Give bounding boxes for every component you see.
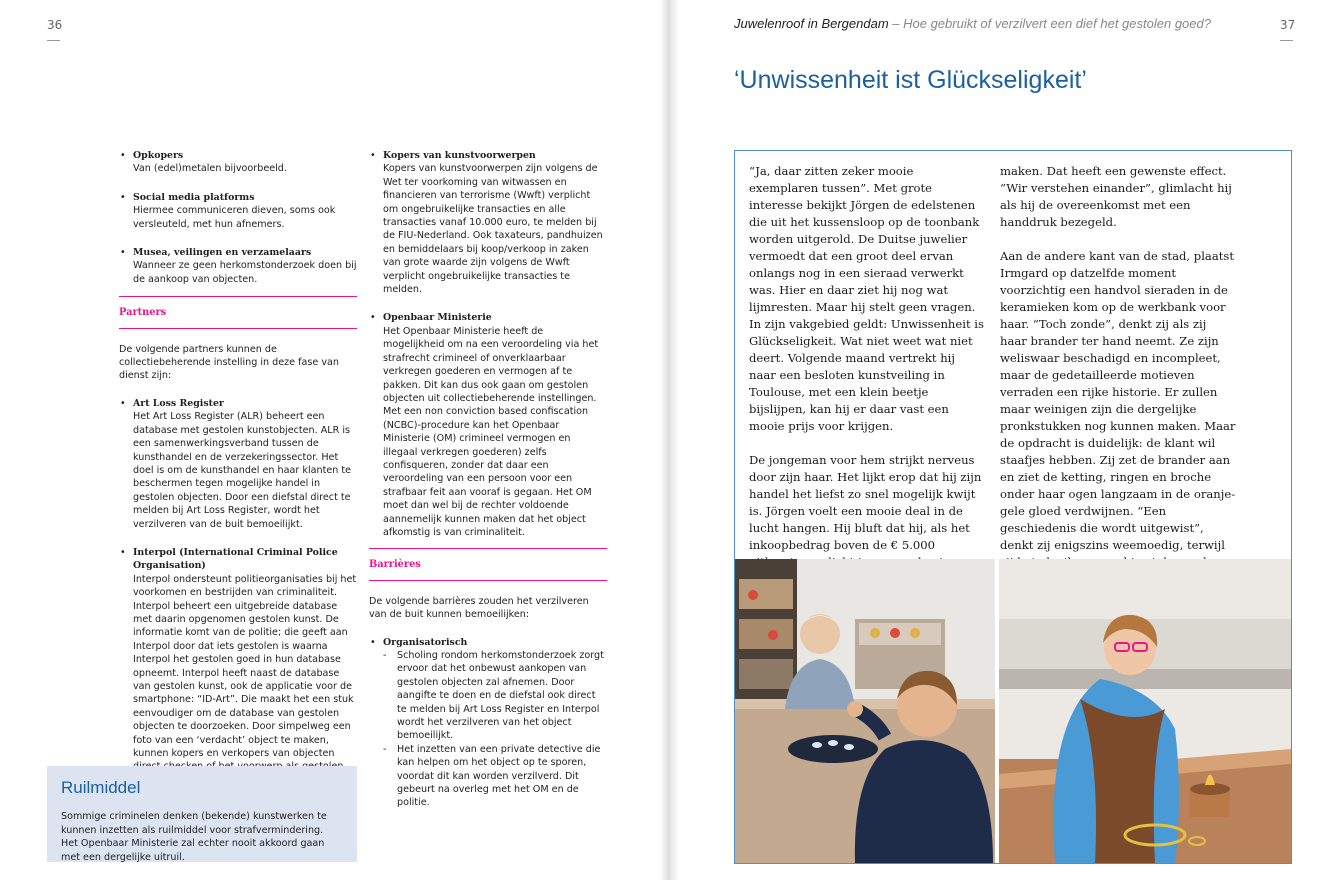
list-item: [119, 149, 357, 176]
list-item: [119, 397, 357, 531]
item-text: Het Openbaar Ministerie heeft de mogelijkheid om na een veroordeling via het strafrecht crimineel of onverklaarbaar verkregen goederen en vermogen af te pakken. Dit kan dus ook gaan om gestolen objecten uit collectiebeherende instellingen.: [383, 325, 599, 404]
item-title: • Opkopers: [133, 150, 184, 161]
illustration-workshop-panel: [999, 559, 1291, 863]
item-text: Wanneer ze geen herkomstonderzoek doen bij de aankoop van objecten.: [133, 260, 357, 285]
list-item: [119, 546, 357, 787]
list-item: [369, 149, 607, 296]
item-title: • Musea, veilingen en verzamelaars: [133, 247, 312, 259]
story-paragraph: Aan de andere kant van de stad, plaatst Irmgard op datzelfde moment voorzichtig een handvol sieraden in de keramieken kom op de werkbank voor haar. “Toch zonde”, denkt zij als zij haar brander ter hand neemt. Ze zijn weliswaar beschadigd en incompleet, maar de gedetailleerde motieven verraden een rijke historie. Er zullen maar weinigen zijn die dergelijke pronkstukken nog kunnen maken. Maar de opdracht is duidelijk: de klant wil staafjes hebben. Zij zet de brander aan en ziet de ketting, ringen en broche onder haar ogen langzaam in de oranje-gele gloed verdwijnen. “Een geschiedenis die wordt uitgewist”, denkt zij enigszins weemoedig, terwijl: [1000, 249, 1236, 552]
left-column-2: [369, 149, 607, 810]
section-rule: [369, 580, 607, 581]
story-paragraph: De jongeman voor hem strijkt nerveus door zijn haar. Het lijkt erop dat hij zijn handel het liefst zo snel mogelijk kwijt is. Jörgen voelt een mooie deal in de lucht hangen. Hij bluft dat hij, als het inkoopbedrag boven de € 5.000: [749, 453, 982, 552]
item-text: Van (edel)metalen bijvoorbeeld.: [133, 163, 287, 175]
book-gutter: [660, 0, 680, 880]
story-box: [734, 150, 1292, 864]
story-paragraph: “Ja, daar zitten zeker mooie exemplaren tussen”. Met grote interesse bekijkt Jörgen de edelstenen die uit het kussensloop op de toonbank worden uitgerold. De Duitse juwelier vermoedt dat een groot deel ervan onlangs nog in een sieraad verwerkt was. Hier en daar ziet hij nog wat lijmresten. Maar hij stelt geen vragen. In zijn vakgebied geldt: Unwissenheit is Glückseligkeit. Wat niet weet wat niet deert. Volgende maand vertrekt hij naar een besloten kunstveiling in Toulouse, met een klein beetje bijslijpen, kan hij er daar vast een mooie prijs voor krijgen.: [749, 164, 984, 433]
item-text: Hiermee communiceren dieven, soms ook versleuteld, met hun afnemers.: [133, 205, 336, 230]
right-page: [672, 0, 1340, 880]
item-text: Interpol ondersteunt politieorganisaties bij het voorkomen en bestrijden van criminaliteit. Interpol beheert een uitgebreide database met daarin opgenomen gestolen kunst. De informatie komt van de politie; die geeft aan Interpol door dat iets gestolen is waarna Interpol het gestolen goed in hun database opneemt. Interpol heeft naast de database van gestolen kunst, ook de applicatie voor de smartphone: “ID-Art”. Die maakt het een stuk eenvoudiger om de database van gestolen objecten te doorzoeken. Door simpelweg een foto van een ‘verdacht’ object te maken, kunnen kopers en verkopers van objecten: [133, 573, 357, 760]
illustration-shop-panel: [735, 559, 995, 863]
page-number-rule: [1280, 40, 1293, 41]
list-item: [369, 311, 607, 539]
left-page: [0, 0, 668, 880]
dash-item: - Het inzetten van een private detective die kan helpen om het object op te sporen, voordat dit kan worden verzilverd. Dit gebeurt na overleg met het OM en de politie.: [383, 743, 607, 810]
list-item: [119, 246, 357, 286]
item-title: • Kopers van kunstvoorwerpen: [383, 150, 536, 161]
item-title: • Art Loss Register: [133, 397, 224, 409]
story-column-2: [1000, 163, 1236, 605]
item-text: Het Art Loss Register (ALR) beheert een database met gestolen kunstobjecten. ALR is een samenwerkingsverband tussen de kunsthandel en de verzekeringssector. Het doel is om de kunsthandel en haar klanten te beschermen tegen mogelijke handel in gestolen objecten. Door een diefstal direct te melden bij Art Loss Register, wordt het verzilveren van de buit bemoeilijkt.: [133, 411, 352, 530]
item-text: Met een non conviction based confiscation (NCBC)-procedure kan het Openbaar Ministerie (OM) crimineel vermogen en illegaal verkregen goederen) zelfs confisqueren, zonder dat daar een veroordeling van een persoon voor een strafbaar feit aan vooraf is gegaan. Het OM moet dan wel bij de rechter voldoende aannemelijk kunnen maken dat het object afkomstig is van criminaliteit.: [383, 406, 592, 538]
running-header: [734, 16, 1211, 31]
section-heading-barrieres: Barrières: [369, 559, 421, 571]
list-item: [369, 636, 607, 810]
story-column-1: [749, 163, 985, 605]
page-number-rule: [47, 40, 60, 41]
section-rule: [119, 328, 357, 329]
running-subtitle: – Hoe gebruikt of verzilvert een dief het gestolen goed?: [888, 16, 1211, 31]
running-title: Juwelenroof in Bergendam: [734, 16, 889, 31]
ruilmiddel-text: Sommige criminelen denken (bekende) kunstwerken te kunnen inzetten als ruilmiddel voor strafvermindering. Het Openbaar Ministerie zal echter nooit akkoord gaan met een dergelijke uitruil.: [61, 811, 327, 863]
item-title: • Social media platforms: [133, 191, 255, 203]
barrieres-intro: De volgende barrières zouden het verzilveren van de buit kunnen bemoeilijken:: [369, 595, 589, 621]
item-title: • Openbaar Ministerie: [383, 312, 492, 324]
list-item: [119, 191, 357, 231]
page-number-left: 36: [47, 18, 63, 32]
section-heading-partners: Partners: [119, 307, 167, 319]
story-illustration: [735, 559, 1291, 863]
left-column-1: [119, 149, 357, 802]
story-paragraph: maken. Dat heeft een gewenste effect. “Wir verstehen einander”, glimlacht hij als hij de overeenkomst met een handdruk bezegeld.: [1000, 164, 1232, 229]
story-title: ‘Unwissenheit ist Glückseligkeit’: [734, 66, 1087, 94]
item-title: • Interpol (International Criminal Police Organisation): [133, 546, 338, 572]
partners-intro: De volgende partners kunnen de collectiebeherende instelling in deze fase van dienst zijn:: [119, 343, 339, 382]
ruilmiddel-title: Ruilmiddel: [61, 778, 141, 797]
dash-item: - Scholing rondom herkomstonderzoek zorgt ervoor dat het onbewust aankopen van gestolen objecten zal afnemen. Door aangifte te doen en de diefstal ook direct te melden bij Art Loss Register en Interpol wordt het verzilveren van het object bemoeilijkt.: [383, 649, 607, 743]
item-title: • Organisatorisch: [383, 636, 468, 648]
page-number-right: 37: [1280, 18, 1296, 32]
item-text: Kopers van kunstvoorwerpen zijn volgens de Wet ter voorkoming van witwassen en financieren van terrorisme (Wwft) verplicht om ongebruikelijke transacties en alle transacties vanaf 10.000 euro, te melden bij de FIU-Nederland. Ook taxateurs, pandhuizen en bemiddelaars bij koop/verkoop in zaken van grote waarde zijn volgens de Wwft verplicht ongebruikelijke transacties te melden.: [383, 163, 603, 296]
ruilmiddel-box: [47, 766, 357, 862]
